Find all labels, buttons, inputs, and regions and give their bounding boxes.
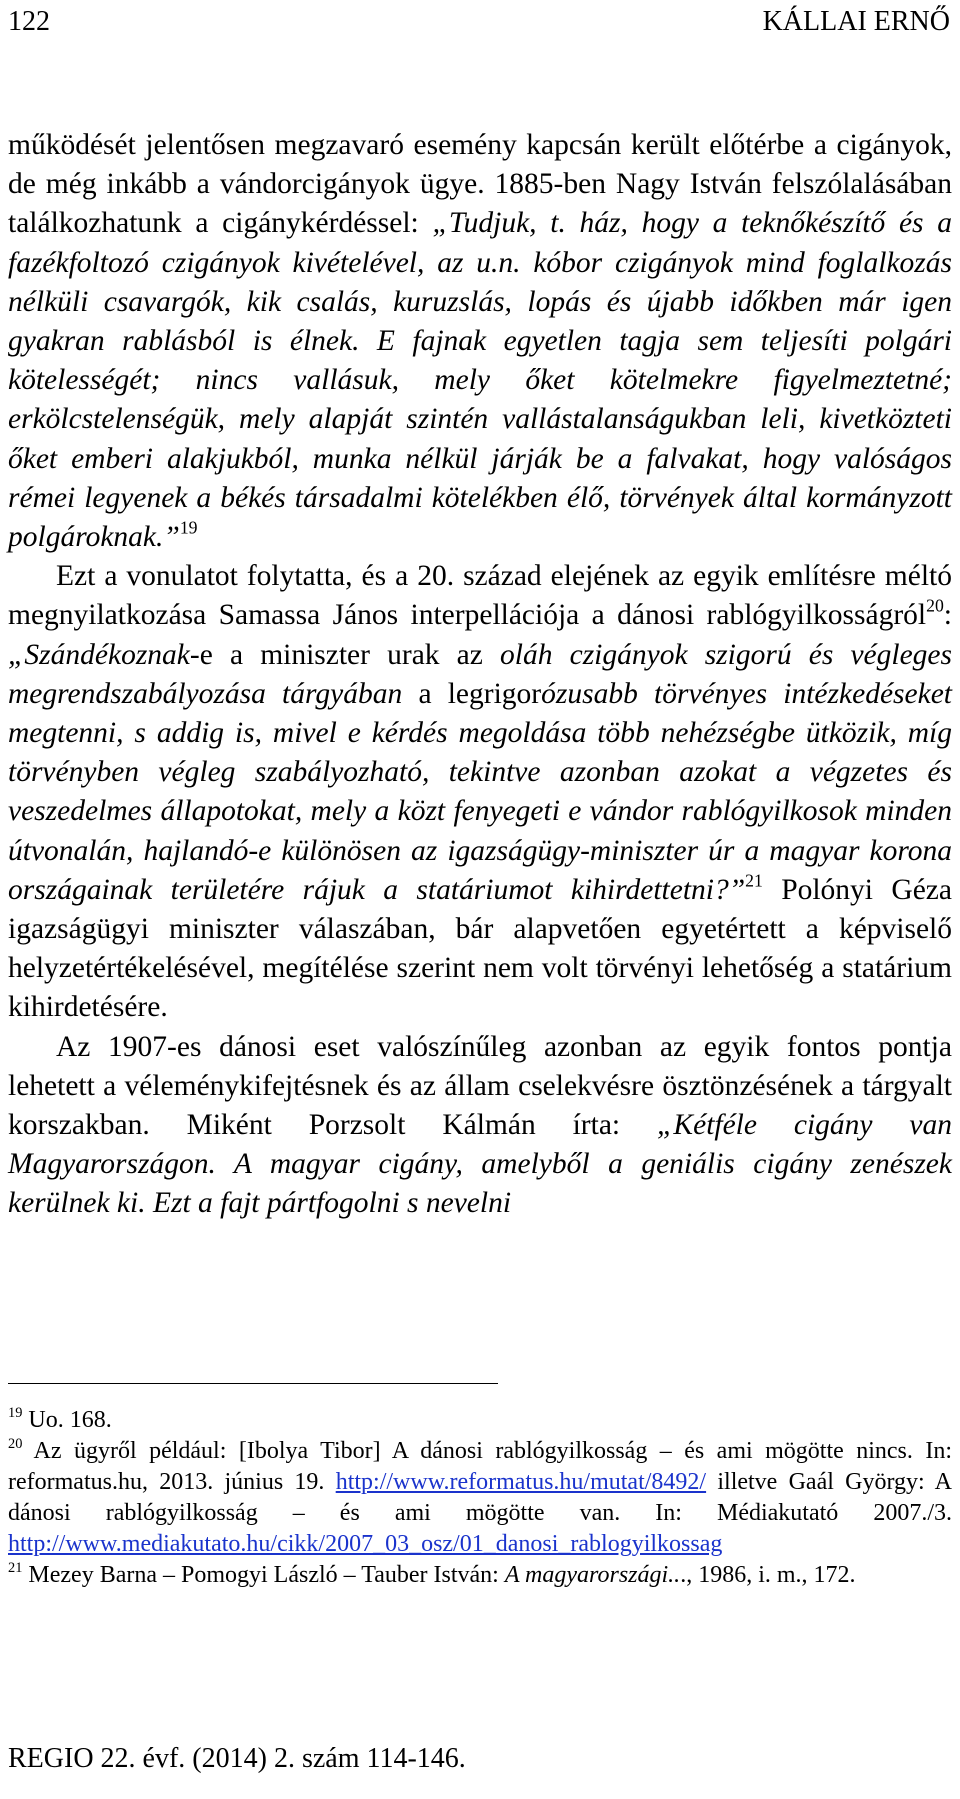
paragraph-2-text-e: Polónyi Géza igazságügyi miniszter válaszában, bár alapvetően egyetértett a képviselő helyzetértékelésével, megítélése szerint nem volt törvényi lehetőség a statárium kihirdetésére. xyxy=(8,873,952,1024)
footnote-20-text: Az ügyről például: [Ibolya Tibor] A dánosi rablógyilkosság – és ami mögötte nincs. In: reformatus.hu, 2013. június 19. xyxy=(8,1438,952,1495)
paragraph-1 xyxy=(8,126,952,557)
quote-porzsolt: „Kétféle cigány van Magyarországon. A magyar cigány, amelyből a geniális cigány zenészek kerülnek ki. Ezt a fajt pártfogolni s nevelni xyxy=(8,1109,952,1220)
paragraph-2 xyxy=(8,557,952,1027)
paragraph-2-text-a: Ezt a vonulatot folytatta, és a 20. század elejének az egyik említésre méltó megnyilatkozása Samassa János interpellációja a dánosi rablógyilkosságról xyxy=(8,560,952,632)
mediakutato-link[interactable]: http://www.mediakutato.hu/cikk/2007_03_osz/01_danosi_rablogyilkossag xyxy=(8,1531,723,1557)
journal-footer: REGIO 22. évf. (2014) 2. szám 114-146. xyxy=(8,1743,466,1774)
footnote-ref-21[interactable]: 21 xyxy=(745,870,763,891)
quote-samassa-1: „Szándékoznak- xyxy=(8,638,200,671)
footnote-21-title: A magyarországi.. xyxy=(504,1562,681,1588)
running-header-author: KÁLLAI ERNŐ xyxy=(762,6,950,37)
footnote-19 xyxy=(8,1405,952,1436)
footnotes xyxy=(8,1405,952,1591)
paragraph-1-text: működését jelentősen megzavaró esemény kapcsán került előtérbe a cigányok, de még inkább a vándorcigányok ügye. 1885-ben Nagy István felszólalásában találkozhatunk a cigánykérdéssel: xyxy=(8,129,952,240)
quote-samassa-2: oláh czigányok szigorú és végleges megrendszabályozása tárgyában xyxy=(8,638,952,710)
page-number: 122 xyxy=(8,6,50,37)
reformatus-link[interactable]: http://www.reformatus.hu/mutat/8492/ xyxy=(335,1469,707,1495)
main-text xyxy=(8,126,952,1224)
footnote-19-text: Uo. 168. xyxy=(22,1407,112,1433)
paragraph-3-text: Az 1907-es dánosi eset valószínűleg azonban az egyik fontos pontja lehetett a véleménykifejtésnek és az állam cselekvésre ösztönzésének a tárgyalt korszakban. Miként Porzsolt Kálmán írta: xyxy=(8,1030,952,1142)
footnote-21-number: 21 xyxy=(8,1559,23,1576)
footnote-20-text-2: illetve Gaál György: A dánosi rablógyilkosság – és ami mögötte van. In: Médiakutató 2007./3. xyxy=(8,1469,952,1526)
quote-samassa-3: ózusabb törvényes intézkedéseket megtenni, s addig is, mivel e kérdés megoldása több nehézségbe ütközik, míg törvényben végleg szabályozható, tekintve azonban azokat a végzetes és veszedelmes állapotokat, mely a közt fenyegeti e vándor rablógyilkosok minden útvonalán, hajlandó-e különösen az igazságügy-miniszter úr a magyar korona országainak területére rájuk a statáriumot kihirdettetni?” xyxy=(8,677,952,906)
footnote-21 xyxy=(8,1560,952,1591)
footnote-20-number: 20 xyxy=(8,1435,23,1452)
paragraph-2-text-c: e a miniszter urak az xyxy=(199,638,501,671)
footnote-ref-19[interactable]: 19 xyxy=(179,517,198,538)
paragraph-3 xyxy=(8,1028,952,1224)
paragraph-2-text-d: a legrigor xyxy=(418,677,542,710)
paragraph-2-text-b: : xyxy=(943,599,952,632)
footnote-21-text-2: ., 1986, i. m., 172. xyxy=(680,1562,856,1588)
footnote-separator xyxy=(8,1383,498,1384)
footnote-20 xyxy=(8,1436,952,1560)
footnote-21-text: Mezey Barna – Pomogyi László – Tauber István: xyxy=(22,1562,505,1588)
quote-nagy-istvan: „Tudjuk, t. ház, hogy a teknőkészítő és a fazékfoltozó czigányok kivételével, az u.n. kóbor czigányok mind foglalkozás nélküli csavargók, kik csalás, kuruzslás, lopás és újabb időkben már igen gyakran rablásból is élnek. E fajnak egyetlen tagja sem teljesíti polgári kötelességét; nincs vallásuk, mely őket kötelmekre figyelmeztetné; erkölcstelenségük, mely alapját szintén vallástalanságukban leli, kivetközteti őket emberi alakjukból, munka nélkül járják be a falvakat, hogy valóságos rémei legyenek a békés társadalmi kötelékben élő, törvények által kormányzott polgároknak.” xyxy=(8,207,952,554)
footnote-19-number: 19 xyxy=(8,1404,23,1421)
footnote-ref-20[interactable]: 20 xyxy=(926,596,944,617)
